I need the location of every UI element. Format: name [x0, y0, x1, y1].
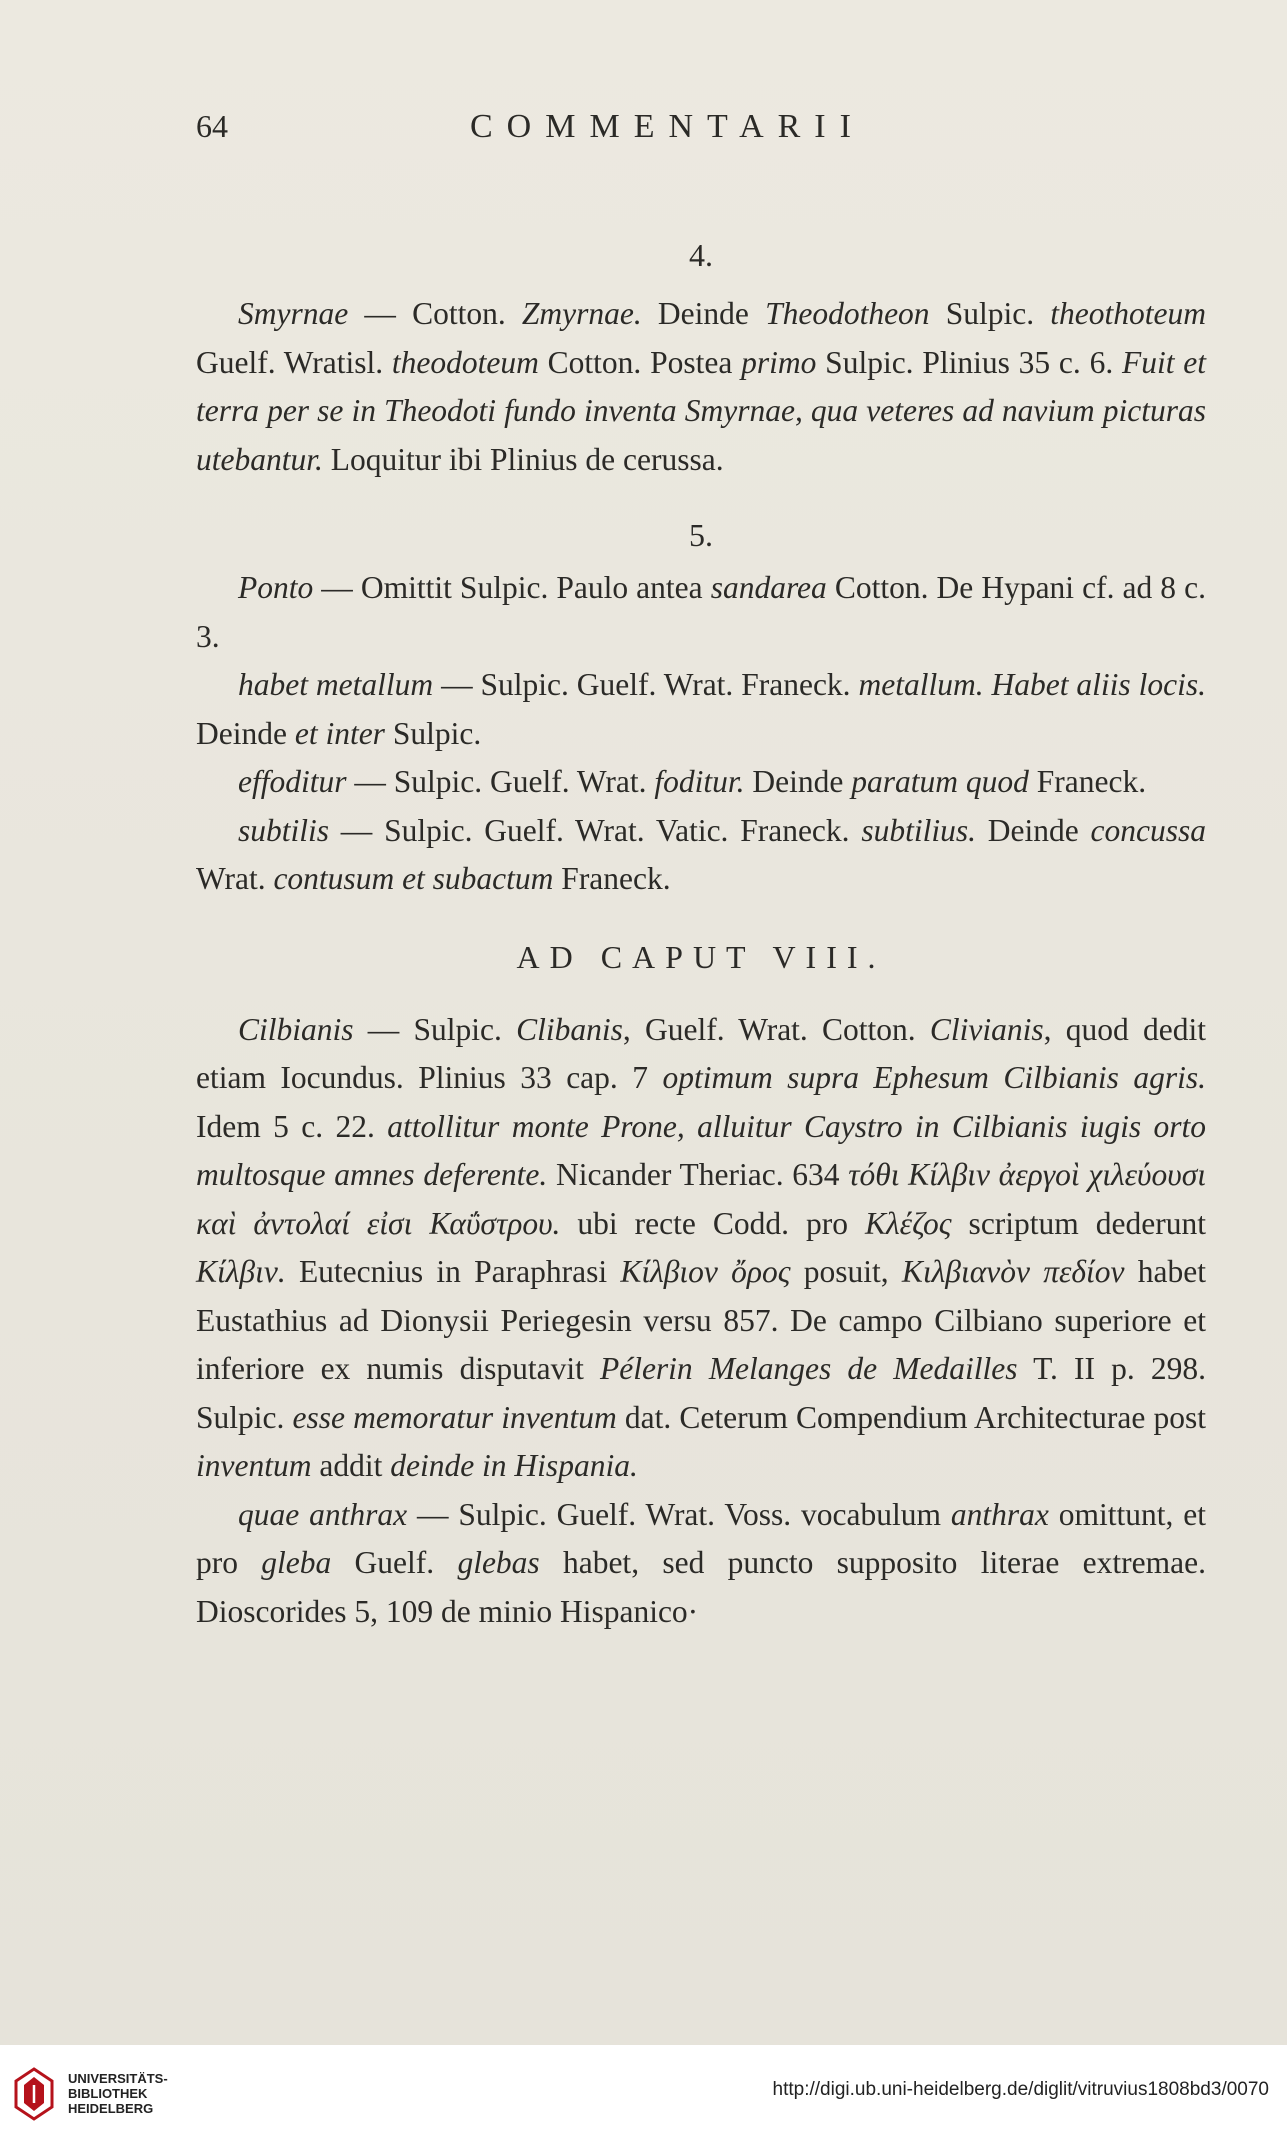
- text-run: Sulpic. Plinius 35 c. 6.: [816, 344, 1122, 380]
- section-title-caput-viii: AD CAPUT VIII.: [516, 938, 886, 975]
- lemma: Ponto: [238, 570, 314, 605]
- running-head: COMMENTARII: [470, 108, 865, 145]
- text-run: Wrat.: [196, 861, 274, 896]
- text-run: Fuit et terra per se in Theodoti fundo inventa Smyrnae, qua veteres ad navium picturas utebantur.: [196, 344, 1206, 477]
- text-run: Idem 5 c. 22.: [196, 1108, 388, 1144]
- text-run: subtilius.: [861, 812, 976, 848]
- lemma: subtilis: [238, 812, 330, 848]
- paragraph-cilbianis: [196, 1006, 1206, 1491]
- text-run: contusum et subactum: [273, 861, 554, 896]
- paragraph-habet-metallum: [196, 661, 1206, 758]
- text-run: deinde in Hispania.: [390, 1448, 638, 1483]
- text-run: metallum. Habet aliis locis.: [858, 667, 1206, 702]
- text-run: foditur.: [654, 764, 745, 799]
- page-number: 64: [196, 108, 228, 144]
- text-run: esse memoratur inventum: [292, 1399, 617, 1435]
- text-run: Zmyrnae.: [521, 296, 642, 331]
- library-name: [68, 2071, 168, 2116]
- text-run: omittunt, et pro: [196, 1496, 1206, 1580]
- text-run: habet Eustathius ad Dionysii Periegesin versu 857. De campo Cilbiano superiore et inferiore ex numis disputavit: [196, 1254, 1206, 1386]
- text-run: Clibanis: [516, 1011, 623, 1047]
- paragraph-subtilis: [196, 807, 1206, 904]
- text-run: Deinde: [744, 764, 852, 799]
- text-run: paratum quod: [851, 764, 1029, 799]
- library-name-line: UNIVERSITÄTS-: [68, 2071, 168, 2086]
- greek-word: Κίλβιν.: [196, 1254, 286, 1289]
- text-run: posuit,: [790, 1254, 902, 1289]
- text-run: gleba: [261, 1545, 332, 1580]
- text-run: Franeck.: [553, 861, 671, 896]
- paragraph-ponto: [196, 564, 1206, 661]
- text-run: theothoteum: [1050, 296, 1206, 331]
- paragraph-effoditur: [196, 758, 1206, 807]
- text-run: Sulpic.: [929, 296, 1051, 331]
- greek-quote: τόθι Κίλβιν ἀεργοὶ χιλεύουσι καὶ ἀντολαί εἰσι Καΰστρου.: [196, 1157, 1206, 1241]
- text-run: T. II p. 298. Sulpic.: [196, 1351, 1206, 1435]
- lemma: Smyrnae: [238, 296, 349, 331]
- text-run: habet, sed puncto supposito literae extremae. Dioscorides 5, 109 de minio Hispanico·: [196, 1545, 1206, 1629]
- section-number-5: 5.: [689, 517, 713, 553]
- text-run: Deinde: [641, 296, 766, 331]
- text-run: — Sulpic. Guelf. Wrat. Franeck.: [433, 667, 859, 702]
- text-run: Sulpic.: [384, 715, 482, 751]
- text-run: — Omittit Sulpic. Paulo antea: [313, 570, 711, 605]
- text-run: sandarea: [710, 570, 827, 605]
- page-header: [0, 108, 1287, 158]
- text-run: attollitur monte Prone, alluitur Caystro in Cilbianis iugis orto multosque amnes deferente.: [196, 1108, 1206, 1192]
- text-run: addit: [311, 1448, 391, 1483]
- text-run: anthrax: [950, 1496, 1049, 1532]
- text-run: glebas: [457, 1545, 540, 1580]
- text-run: Eutecnius in Paraphrasi: [285, 1254, 621, 1289]
- greek-word: Κίλβιον ὄρος: [620, 1254, 791, 1289]
- text-run: concussa: [1090, 812, 1206, 848]
- section-number-4: 4.: [689, 237, 713, 273]
- text-run: Deinde: [196, 715, 295, 751]
- text-run: ubi recte Codd. pro: [560, 1205, 865, 1241]
- text-run: Franeck.: [1028, 764, 1147, 799]
- greek-word: Κιλβιανὸν πεδίον: [901, 1254, 1125, 1289]
- text-run: scriptum dederunt: [951, 1205, 1206, 1241]
- text-run: — Sulpic.: [353, 1011, 517, 1047]
- text-run: theodoteum: [391, 344, 539, 380]
- text-run: — Sulpic. Guelf. Wrat. Voss. vocabulum: [407, 1496, 951, 1532]
- text-run: Loquitur ibi Plinius de cerussa.: [322, 441, 724, 477]
- lemma: effoditur: [238, 764, 347, 799]
- lemma: habet metallum: [238, 667, 434, 702]
- footer-bar: [0, 2045, 1287, 2143]
- library-name-line: BIBLIOTHEK: [68, 2086, 148, 2101]
- text-run: Theodotheon: [765, 296, 930, 331]
- text-run: inventum: [196, 1448, 312, 1483]
- paragraph-smyrnae: [196, 290, 1206, 484]
- text-run: Cotton. De Hypani cf. ad 8 c. 3.: [196, 570, 1206, 654]
- text-run: optimum supra Ephesum Cilbianis agris.: [662, 1060, 1206, 1095]
- source-url-link[interactable]: http://digi.ub.uni-heidelberg.de/diglit/vitruvius1808bd3/0070: [772, 2079, 1269, 2100]
- text-run: primo: [741, 344, 817, 380]
- text-run: Clivianis: [929, 1011, 1044, 1047]
- text-run: Nicander Theriac. 634: [547, 1157, 849, 1192]
- text-run: et inter: [294, 715, 385, 751]
- text-run: Guelf. Wratisl.: [196, 344, 392, 380]
- commentary-text: [196, 230, 1206, 1636]
- text-run: — Sulpic. Guelf. Wrat.: [346, 764, 655, 799]
- library-name-line: HEIDELBERG: [68, 2101, 154, 2116]
- text-run: Deinde: [975, 812, 1091, 848]
- text-run: — Sulpic. Guelf. Wrat. Vatic. Franeck.: [329, 812, 862, 848]
- greek-word: Κλέζος: [865, 1205, 952, 1241]
- text-run: , Guelf. Wrat. Cotton.: [622, 1011, 930, 1047]
- text-run: — Cotton.: [348, 296, 522, 331]
- paragraph-quae-anthrax: [196, 1491, 1206, 1637]
- text-run: Cotton. Postea: [538, 344, 742, 380]
- university-library-logo-icon: [14, 2067, 54, 2121]
- text-run: dat. Ceterum Compendium Architecturae post: [616, 1399, 1206, 1435]
- text-run: , quod dedit etiam Iocundus. Plinius 33 cap. 7: [196, 1011, 1206, 1095]
- text-run: Guelf.: [331, 1545, 458, 1580]
- lemma: Cilbianis: [238, 1011, 354, 1047]
- text-run: Pélerin Melanges de Medailles: [599, 1351, 1018, 1386]
- lemma: quae anthrax: [238, 1496, 408, 1532]
